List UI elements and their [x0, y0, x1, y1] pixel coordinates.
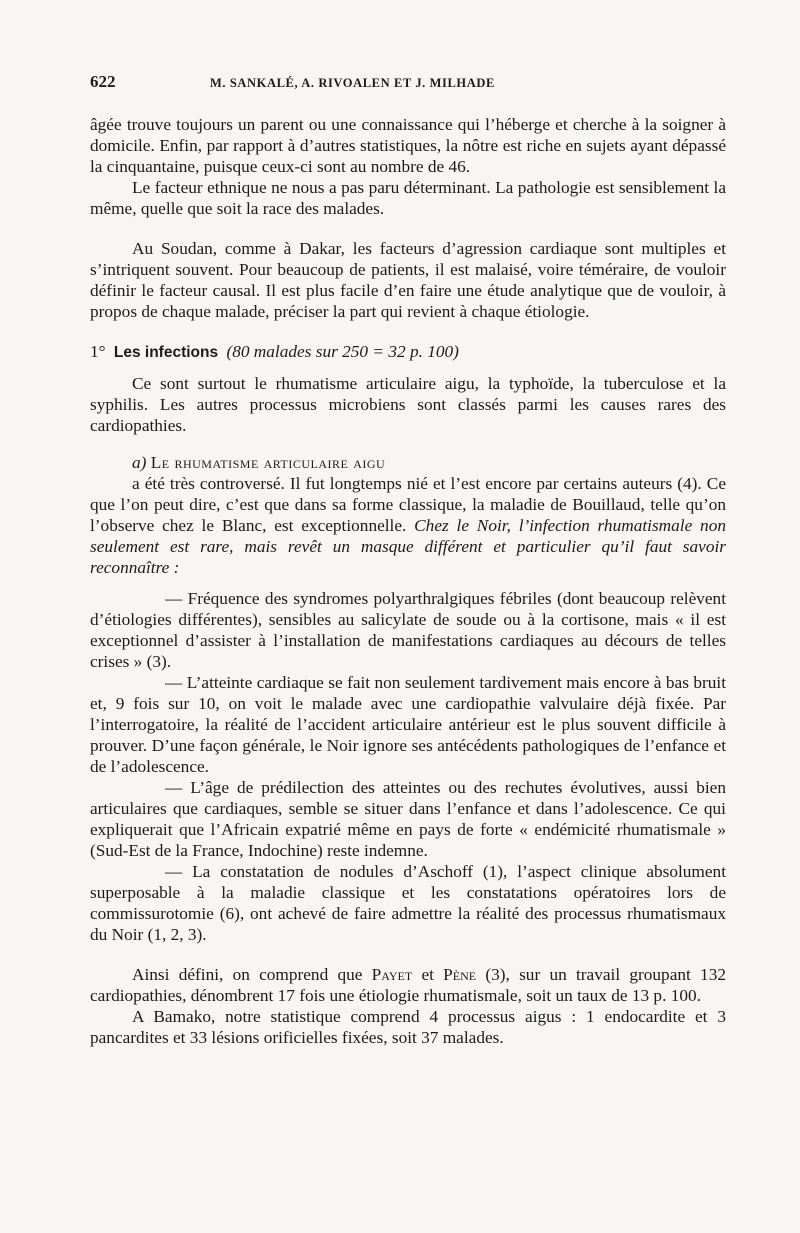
- dash-item-age: — L’âge de prédilection des atteintes ou des rechutes évolutives, aussi bien articulaires que cardiaques, semble se situer dans l’enfance et dans l’adolescence. Ce qui expliquerait que l’Africain expatrié même en pays de forte « endémicité rhumatismale » (Sud-Est de la France, Indochine) reste indemne.: [90, 778, 726, 860]
- paragraph-payet-pene: [90, 964, 726, 1006]
- author-payet: Payet: [371, 965, 413, 984]
- paragraph-ethnic-factor: Le facteur ethnique ne nous a pas paru déterminant. La pathologie est sensiblement la même, quelle que soit la race des malades.: [90, 178, 726, 218]
- document-page: [90, 72, 726, 1048]
- p6-end: (3), sur un travail groupant 132 cardiopathies, dénombrent 17 fois une étiologie rhumatismale, soit un taux de 13 p. 100.: [90, 965, 726, 1005]
- section-stats: (80 malades sur 250 = 32 p. 100): [226, 342, 459, 361]
- p6-start: Ainsi défini, on comprend que: [132, 965, 372, 984]
- paragraph-aggression-factors: Au Soudan, comme à Dakar, les facteurs d’agression cardiaque sont multiples et s’intriquent souvent. Pour beaucoup de patients, il est malaisé, voire téméraire, de vouloir définir le facteur causal. Il est plus facile d’en faire une étude analytique que de vouloir, à propos de chaque malade, préciser la part qui revient à chaque étiologie.: [90, 239, 726, 321]
- subsection-heading-raa: [90, 452, 726, 473]
- paragraph-bamako: A Bamako, notre statistique comprend 4 processus aigus : 1 endocardite et 3 pancardites et 33 lésions orificielles fixées, soit 37 malades.: [90, 1007, 726, 1047]
- section-title: Les infections: [113, 344, 219, 361]
- dash-item-frequency: — Fréquence des syndromes polyarthralgiques fébriles (dont beaucoup relèvent d’étiologies différentes), sensibles au salicylate de soude ou à la cortisone, mais « il est exceptionnel d’assister à l’installation de manifestations cardiaques au décours de telles crises » (3).: [90, 589, 726, 671]
- paragraph-infections-list: Ce sont surtout le rhumatisme articulaire aigu, la typhoïde, la tuberculose et la syphilis. Les autres processus microbiens sont classés parmi les causes rares des cardiopathies.: [90, 374, 726, 435]
- raa-italic-text: Chez le Noir, l’infection rhumatismale non seulement est rare, mais revêt un masque différent et particulier qu’il faut savoir reconnaître :: [90, 516, 726, 577]
- section-heading-infections: [90, 341, 726, 363]
- subsection-letter: a): [132, 453, 147, 472]
- paragraph-age: âgée trouve toujours un parent ou une connaissance qui l’héberge et cherche à la soigner à domicile. Enfin, par rapport à d’autres statistiques, la nôtre est riche en sujets ayant dépassé la cinquantaine, puisque ceux-ci sont au nombre de 46.: [90, 115, 726, 176]
- author-pene: Pène: [443, 965, 477, 984]
- p6-and: et: [412, 965, 444, 984]
- dash-item-cardiac: — L’atteinte cardiaque se fait non seulement tardivement mais encore à bas bruit et, 9 fois sur 10, on voit le malade avec une cardiopathie valvulaire déjà fixée. Par l’interrogatoire, la réalité de l’accident articulaire antérieur est le plus souvent difficile à prouver. D’une façon générale, le Noir ignore ses antécédents pathologiques de l’enfance et de l’adolescence.: [90, 673, 726, 776]
- page-number: 622: [90, 72, 116, 91]
- dash-item-aschoff: — La constatation de nodules d’Aschoff (1), l’aspect clinique absolument superposable à la maladie classique et les constatations opératoires lors de commissurotomie (6), ont achevé de faire admettre la réalité des processus rhumatismaux du Noir (1, 2, 3).: [90, 862, 726, 944]
- page-header: [90, 72, 726, 102]
- raa-plain-text: a été très controversé. Il fut longtemps nié et l’est encore par certains auteurs (4). Ce que l’on peut dire, c’est que dans sa forme classique, la maladie de Bouillaud, telle qu’on l’observe chez le Blanc, est exceptionnelle.: [90, 474, 726, 535]
- running-head-authors: M. SANKALÉ, A. RIVOALEN ET J. MILHADE: [210, 76, 495, 90]
- paragraph-raa-controversy: [90, 473, 726, 578]
- section-number: 1°: [90, 342, 106, 361]
- subsection-title: Le rhumatisme articulaire aigu: [150, 453, 386, 472]
